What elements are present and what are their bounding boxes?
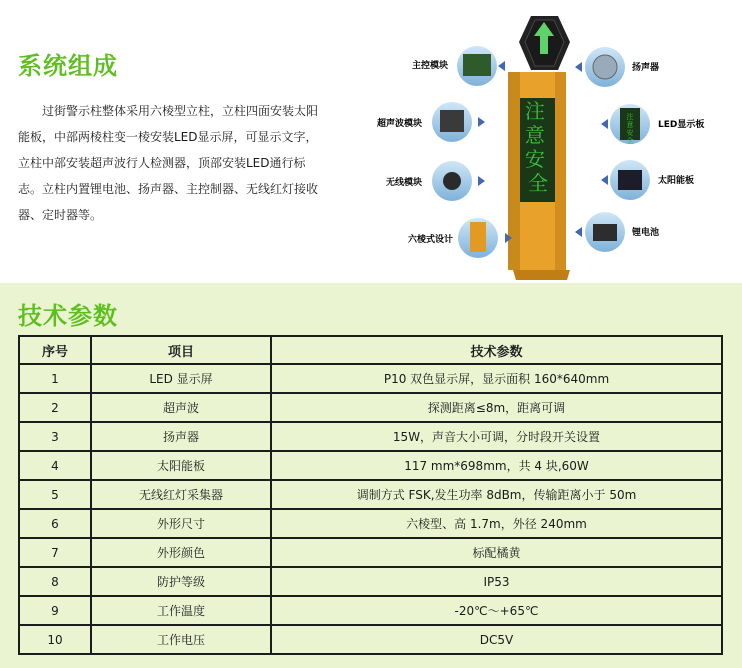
row-item: 超声波 xyxy=(91,393,271,422)
table-row xyxy=(19,567,722,596)
component-led-panel xyxy=(601,104,704,145)
tech-title: 技术参数 xyxy=(18,302,118,330)
header-no: 序号 xyxy=(19,336,91,364)
row-spec: P10 双色显示屏，显示面积 160*640mm xyxy=(271,364,722,393)
component-battery xyxy=(575,212,659,252)
led-preview-char: 全 xyxy=(626,137,634,145)
pillar-diagram xyxy=(370,8,742,280)
row-no: 7 xyxy=(19,538,91,567)
row-item: 防护等级 xyxy=(91,567,271,596)
led-preview-char: 意 xyxy=(626,121,634,129)
row-item: 扬声器 xyxy=(91,422,271,451)
row-no: 2 xyxy=(19,393,91,422)
row-item: LED 显示屏 xyxy=(91,364,271,393)
solar-panel-icon xyxy=(618,170,642,190)
header-item: 项目 xyxy=(91,336,271,364)
component-main-control xyxy=(412,46,505,86)
component-label: 太阳能板 xyxy=(658,176,695,186)
table-header-row xyxy=(19,336,722,364)
table-row xyxy=(19,509,722,538)
table-row xyxy=(19,422,722,451)
row-spec: 标配橘黄 xyxy=(271,538,722,567)
row-item: 工作温度 xyxy=(91,596,271,625)
table-row xyxy=(19,393,722,422)
system-title: 系统组成 xyxy=(18,52,118,80)
led-preview-char: 注 xyxy=(626,113,634,121)
spec-table xyxy=(18,335,723,655)
component-label: 六棱式设计 xyxy=(407,235,453,245)
table-row xyxy=(19,625,722,654)
row-spec: 探测距离≤8m，距离可调 xyxy=(271,393,722,422)
component-label: 扬声器 xyxy=(632,63,660,73)
component-label: 锂电池 xyxy=(632,228,660,238)
header-spec: 技术参数 xyxy=(271,336,722,364)
table-row xyxy=(19,480,722,509)
wireless-module-icon xyxy=(443,172,461,190)
table-row xyxy=(19,538,722,567)
row-spec: DC5V xyxy=(271,625,722,654)
component-hex-design xyxy=(408,218,512,258)
row-spec: 117 mm*698mm，共 4 块,60W xyxy=(271,451,722,480)
component-ultrasonic xyxy=(377,102,485,142)
row-spec: -20℃～+65℃ xyxy=(271,596,722,625)
pillar-char-1: 注 xyxy=(524,99,545,123)
row-no: 6 xyxy=(19,509,91,538)
row-item: 工作电压 xyxy=(91,625,271,654)
spec-table-body xyxy=(19,364,722,654)
pillar-text xyxy=(525,99,551,195)
table-row xyxy=(19,451,722,480)
pillar-char-4: 全 xyxy=(528,171,548,195)
table-row xyxy=(19,596,722,625)
led-panel-preview xyxy=(627,112,634,145)
table-row xyxy=(19,364,722,393)
component-label: LED显示板 xyxy=(658,120,705,130)
led-preview-char: 安 xyxy=(626,129,634,137)
battery-icon xyxy=(593,224,617,241)
row-spec: IP53 xyxy=(271,567,722,596)
row-item: 太阳能板 xyxy=(91,451,271,480)
component-label: 超声波模块 xyxy=(376,119,422,129)
pillar-char-2: 意 xyxy=(524,123,545,147)
hex-pillar-icon xyxy=(470,222,486,252)
system-description-text: 过街警示柱整体采用六棱型立柱，立柱四面安装太阳能板，中部两棱柱变一棱安装LED显示屏，可显示文字，立柱中部安装超声波行人检测器，顶部安装LED通行标志。立柱内置锂电池、扬声器、主控制器、无线红灯接收器、定时器等。 xyxy=(18,104,319,222)
row-no: 1 xyxy=(19,364,91,393)
speaker-icon xyxy=(593,55,617,79)
row-no: 4 xyxy=(19,451,91,480)
ultrasonic-sensor-icon xyxy=(440,110,464,132)
component-label: 主控模块 xyxy=(411,61,448,71)
row-item: 外形颜色 xyxy=(91,538,271,567)
row-no: 9 xyxy=(19,596,91,625)
component-wireless xyxy=(386,161,485,201)
row-no: 3 xyxy=(19,422,91,451)
component-label: 无线模块 xyxy=(385,178,422,188)
row-spec: 15W，声音大小可调，分时段开关设置 xyxy=(271,422,722,451)
circuit-board-icon xyxy=(463,54,491,76)
pillar-char-3: 安 xyxy=(524,147,545,171)
row-item: 无线红灯采集器 xyxy=(91,480,271,509)
system-description xyxy=(18,98,318,228)
row-item: 外形尺寸 xyxy=(91,509,271,538)
row-no: 10 xyxy=(19,625,91,654)
row-no: 8 xyxy=(19,567,91,596)
component-speaker xyxy=(575,47,659,87)
row-spec: 六棱型、高 1.7m，外径 240mm xyxy=(271,509,722,538)
component-solar xyxy=(601,160,694,200)
row-no: 5 xyxy=(19,480,91,509)
row-spec: 调制方式 FSK,发生功率 8dBm，传输距离小于 50m xyxy=(271,480,722,509)
